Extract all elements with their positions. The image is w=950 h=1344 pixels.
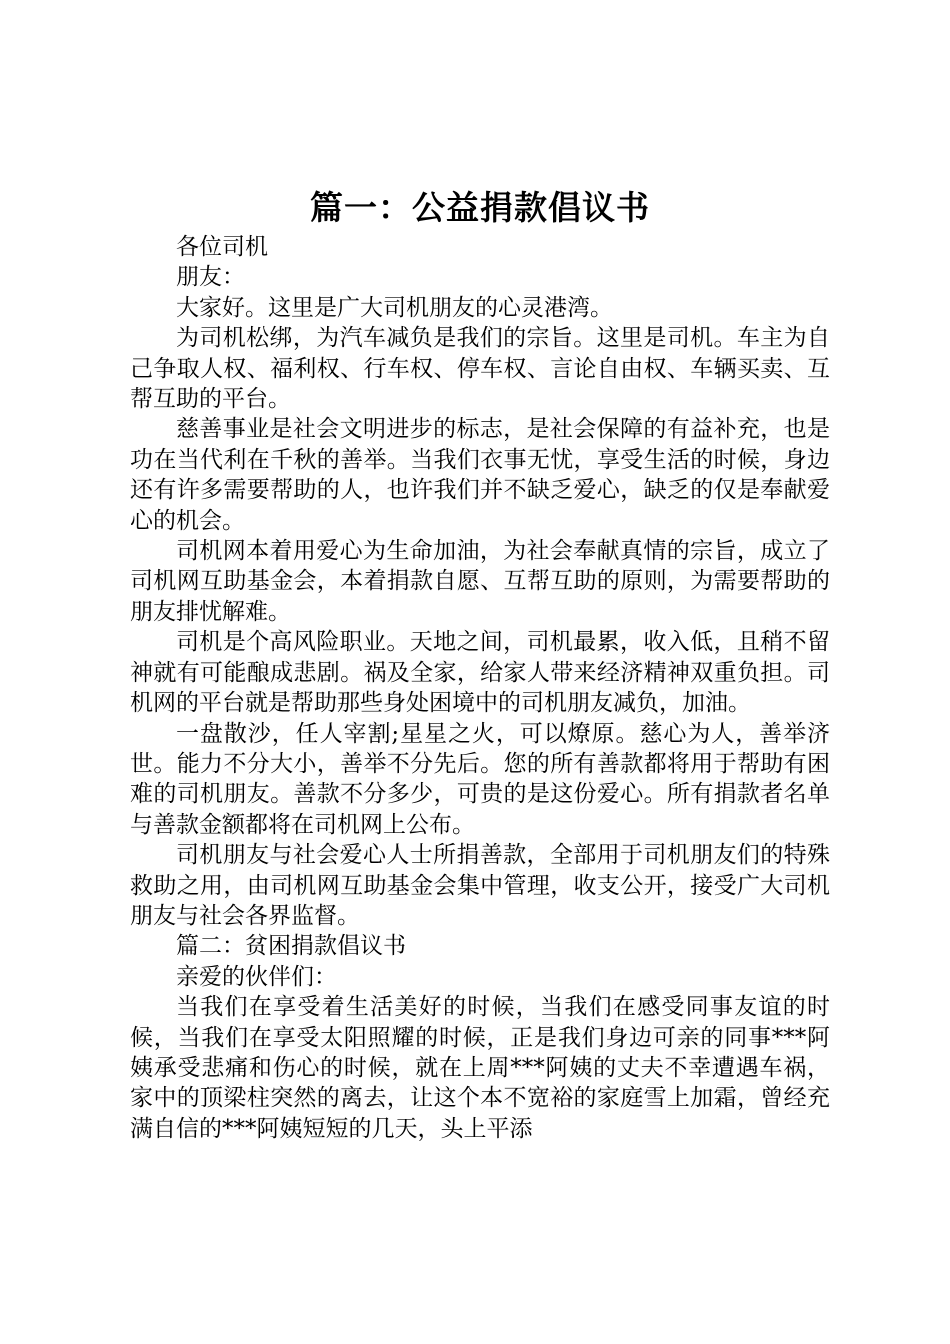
section-heading-2: 篇二：贫困捐款倡议书 (176, 933, 406, 960)
document-title: 篇一：公益捐款倡议书 (310, 188, 650, 227)
paragraph: 一盘散沙，任人宰割;星星之火，可以燎原。慈心为人，善举济世。能力不分大小，善举不分先后。您的所有善款都将用于帮助有困难的司机朋友。善款不分多少，可贵的是这份爱心。所有捐款者名单与善款金额都将在司机网上公布。 (130, 720, 830, 838)
paragraph: 慈善事业是社会文明进步的标志，是社会保障的有益补充，也是功在当代利在千秋的善举。当我们衣事无忧，享受生活的时候，身边还有许多需要帮助的人，也许我们并不缺乏爱心，缺乏的仅是奉献爱心的机会。 (130, 416, 830, 534)
paragraph: 为司机松绑，为汽车减负是我们的宗旨。这里是司机。车主为自己争取人权、福利权、行车权、停车权、言论自由权、车辆买卖、互帮互助的平台。 (130, 325, 830, 413)
paragraph: 当我们在享受着生活美好的时候，当我们在感受同事友谊的时候，当我们在享受太阳照耀的时候，正是我们身边可亲的同事***阿姨承受悲痛和伤心的时候，就在上周***阿姨的丈夫不幸遭遇车祸，家中的顶梁柱突然的离去，让这个本不宽裕的家庭雪上加霜，曾经充满自信的***阿姨短短的几天，头上平添 (130, 994, 830, 1142)
paragraph: 司机是个高风险职业。天地之间，司机最累，收入低，且稍不留神就有可能酿成悲剧。祸及全家，给家人带来经济精神双重负担。司机网的平台就是帮助那些身处困境中的司机朋友减负，加油。 (130, 629, 830, 717)
document-body (130, 232, 830, 1144)
paragraph-salutation-1: 各位司机 (176, 234, 268, 260)
paragraph: 司机朋友与社会爱心人士所捐善款，全部用于司机朋友们的特殊救助之用，由司机网互助基金会集中管理，收支公开，接受广大司机朋友与社会各界监督。 (130, 842, 830, 929)
paragraph: 司机网本着用爱心为生命加油，为社会奉献真情的宗旨，成立了司机网互助基金会，本着捐款自愿、互帮互助的原则，为需要帮助的朋友排忧解难。 (130, 538, 830, 625)
paragraph-salutation-2: 朋友： (176, 264, 245, 291)
paragraph-greeting: 大家好。这里是广大司机朋友的心灵港湾。 (176, 294, 613, 321)
paragraph-salutation-3: 亲爱的伙伴们： (176, 963, 337, 990)
